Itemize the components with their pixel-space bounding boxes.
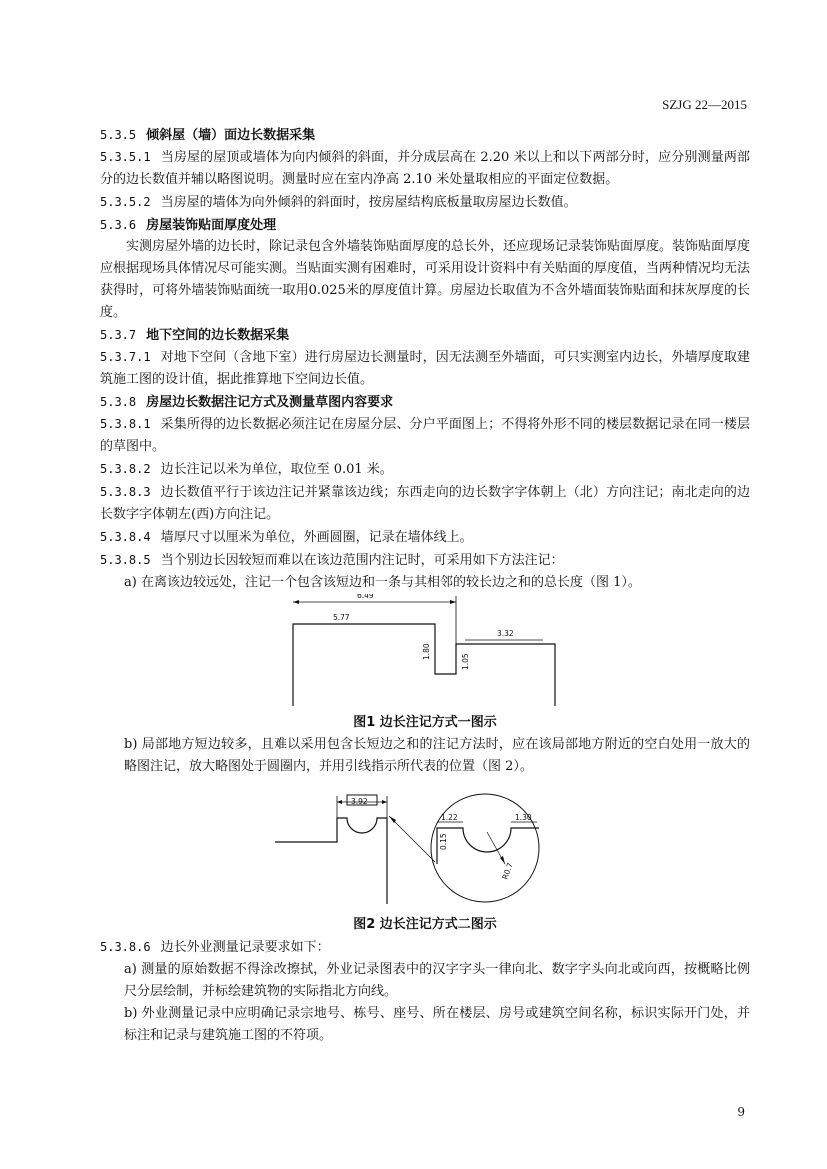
item-5-3-8-6-a: a) 测量的原始数据不得涂改擦拭，外业记录图表中的汉字字头一律向北、数字字头向北或向西，按概略比例尺分层绘制，并标绘建筑物的实际指北方向线。 <box>124 962 750 999</box>
clause-5-3-8-1: 5.3.8.1 采集所得的边长数据必须注记在房屋分层、分户平面图上；不得将外形不同的楼层数据记录在同一楼层的草图中。 <box>100 417 750 454</box>
standard-code: SZJG 22—2015 <box>662 97 747 112</box>
fig1-label-right: 3.32 <box>497 629 514 638</box>
clause-5-3-8-3: 5.3.8.3 边长数值平行于该边注记并紧靠该边线；东西走向的边长数字字体朝上（北）方向注记；南北走向的边长数字字体朝左(西)方向注记。 <box>100 485 750 522</box>
fig2-label-right: 1.30 <box>515 813 532 822</box>
document-body <box>100 124 750 1047</box>
fig2-label-depth: 0.15 <box>439 833 448 850</box>
clause-5-3-8-4: 5.3.8.4 墙厚尺寸以厘米为单位，外画圆圈，记录在墙体线上。 <box>100 530 473 545</box>
fig1-building-outline <box>293 624 555 706</box>
fig1-label-step-left: 1.80 <box>422 643 431 660</box>
fig2-leader-line <box>389 816 435 862</box>
figure-2-diagram <box>275 792 575 912</box>
heading-5-3-8: 5.3.8 房屋边长数据注记方式及测量草图内容要求 <box>100 395 394 410</box>
fig1-label-total: 6.49 <box>357 594 374 600</box>
fig2-label-top: 3.92 <box>351 797 368 806</box>
clause-5-3-5-2: 5.3.5.2 当房屋的墙体为向外倾斜的斜面时，按房屋结构底板量取房屋边长数值。 <box>100 195 577 210</box>
fig1-arrow-right <box>450 600 456 604</box>
fig2-arrow-right <box>382 800 387 804</box>
heading-5-3-7: 5.3.7 地下空间的边长数据采集 <box>100 328 290 343</box>
paragraph-5-3-6: 实测房屋外墙的边长时，除记录包含外墙装饰贴面厚度的总长外，还应现场记录装饰贴面厚度。装饰贴面厚度应根据现场具体情况尽可能实测。当贴面实测有困难时，可采用设计资料中有关贴面的厚度值，当两种情况均无法获得时，可将外墙装饰贴面统一取用0.025米的厚度值计算。房屋边长取值为不含外墙面装饰贴面和抹灰厚度的长度。 <box>100 239 751 320</box>
fig2-building-outline <box>275 818 387 904</box>
heading-5-3-6: 5.3.6 房屋装饰贴面厚度处理 <box>100 218 277 233</box>
clause-5-3-8-6: 5.3.8.6 边长外业测量记录要求如下： <box>100 940 330 955</box>
item-5-3-8-5-a: a) 在离该边较远处，注记一个包含该短边和一条与其相邻的较长边之和的总长度（图 1）。 <box>124 575 641 590</box>
heading-5-3-5: 5.3.5 倾斜屋（墙）面边长数据采集 <box>100 128 316 143</box>
clause-5-3-7-1: 5.3.7.1 对地下空间（含地下室）进行房屋边长测量时，因无法测至外墙面，可只实测室内边长，外墙厚度取建筑施工图的设计值，据此推算地下空间边长值。 <box>100 350 750 387</box>
fig2-radius-arrow <box>500 856 505 864</box>
fig1-arrow-left <box>293 600 299 604</box>
item-5-3-8-5-b: b) 局部地方短边较多，且难以采用包含长短边之和的注记方法时，应在该局部地方附近的空白处用一放大的略图注记，放大略图处于圆圈内，并用引线指示所代表的位置（图 2）。 <box>124 737 750 774</box>
clause-5-3-5-1: 5.3.5.1 当房屋的屋顶或墙体为向内倾斜的斜面，并分成层高在 2.20 米以上和以下两部分时，应分别测量两部分的边长数值并辅以略图说明。测量时应在室内净高 2.10 米处量取相应的平面定位数据。 <box>100 150 750 187</box>
clause-5-3-8-5: 5.3.8.5 当个别边长因较短而难以在该边范围内注记时，可采用如下方法注记： <box>100 553 564 568</box>
figure-1-diagram <box>275 594 575 712</box>
figure-2-caption: 图2 边长注记方式二图示 <box>353 917 497 932</box>
item-5-3-8-6-b: b) 外业测量记录中应明确记录宗地号、栋号、座号、所在楼层、房号或建筑空间名称，标识实际开门处，并标注和记录与建筑施工图的不符项。 <box>124 1006 750 1043</box>
fig1-label-step-right: 1.05 <box>461 653 470 670</box>
fig2-label-radius: R0.7 <box>500 861 515 881</box>
fig2-arrow-left <box>337 800 342 804</box>
figure-1-caption: 图1 边长注记方式一图示 <box>353 715 497 730</box>
fig1-label-left: 5.77 <box>333 613 350 622</box>
clause-5-3-8-2: 5.3.8.2 边长注记以米为单位，取位至 0.01 米。 <box>100 462 393 477</box>
page-number: 9 <box>737 1105 745 1119</box>
fig2-label-left: 1.22 <box>441 813 458 822</box>
